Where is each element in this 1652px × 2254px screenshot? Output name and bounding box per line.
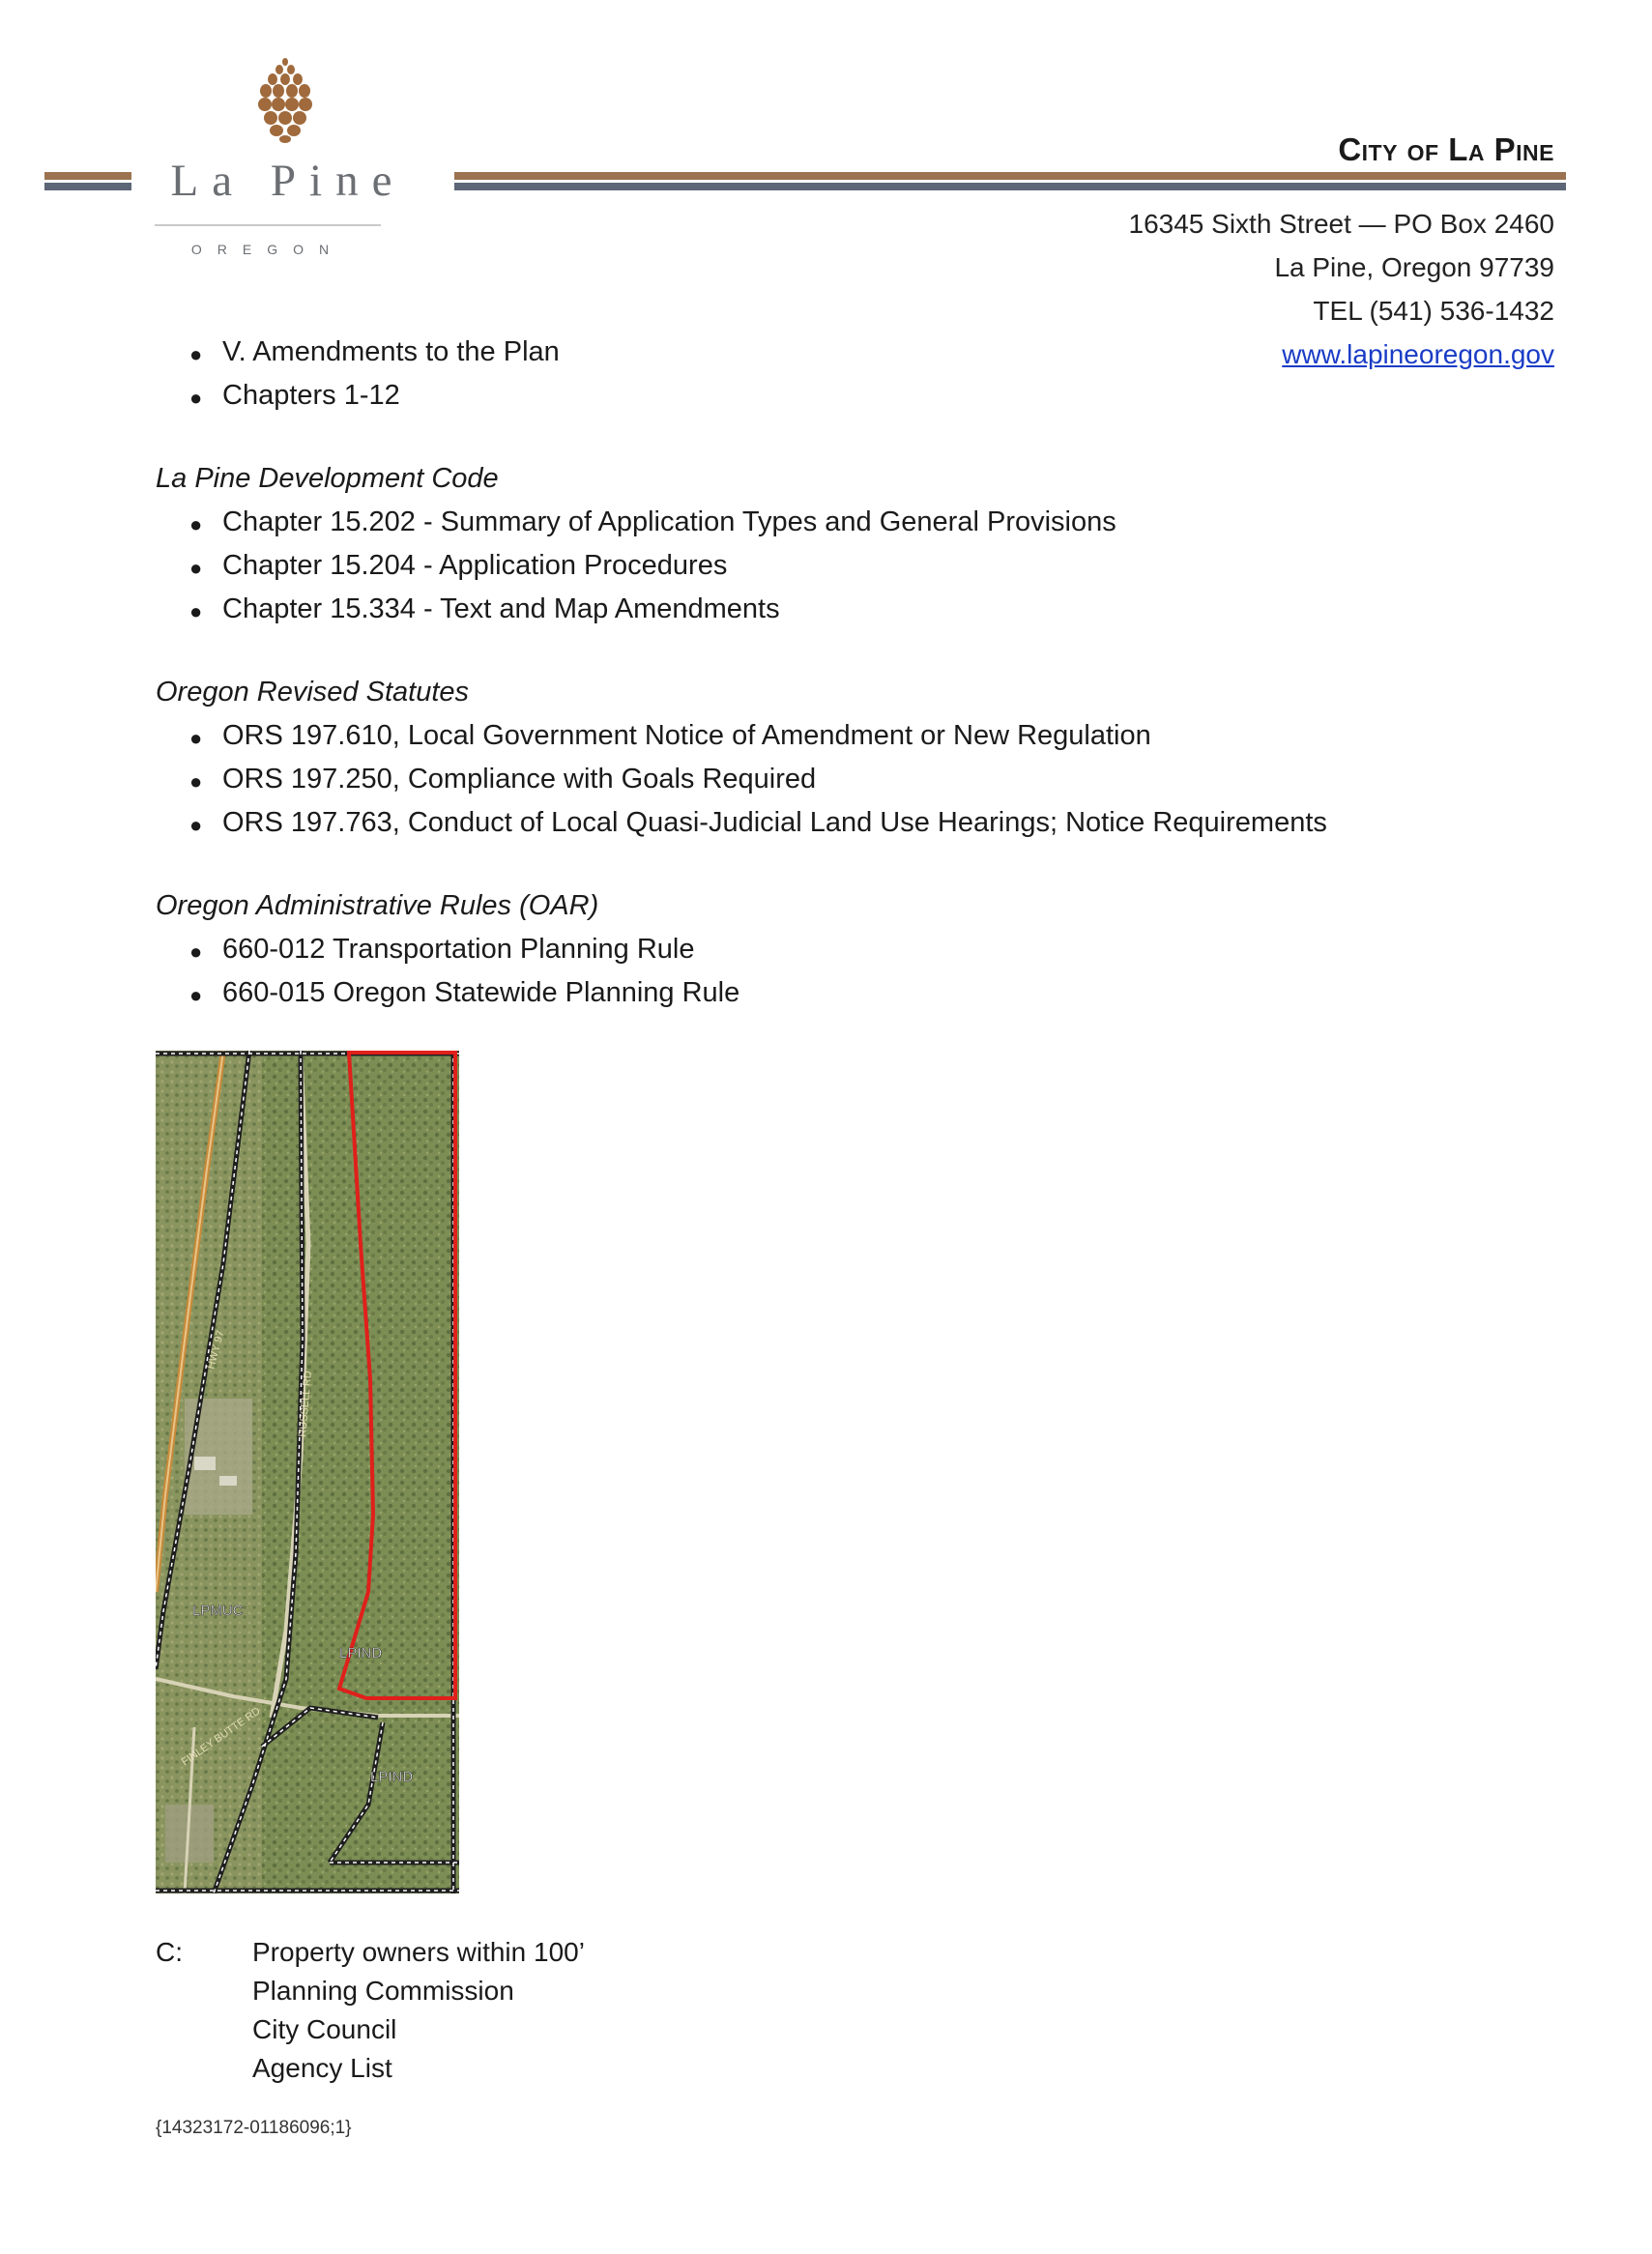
list-item: Chapter 15.204 - Application Procedures — [222, 550, 728, 581]
list-item: 660-012 Transportation Planning Rule — [222, 934, 695, 965]
logo-divider — [155, 224, 381, 226]
map-zone-label: LPIND — [370, 1769, 414, 1785]
logo-state: OREGON — [190, 242, 345, 257]
map-zone-label: LPIND — [339, 1645, 383, 1662]
website-link[interactable]: www.lapineoregon.gov — [1282, 339, 1554, 369]
bullet-icon: ● — [189, 939, 203, 964]
bullet-icon: ● — [189, 769, 203, 794]
phone-number: TEL (541) 536-1432 — [1313, 296, 1554, 326]
list-item: ORS 197.763, Conduct of Local Quasi-Judicial Land Use Hearings; Notice Requirements — [222, 807, 1327, 838]
letterhead-stripe — [454, 172, 1566, 180]
section-heading: Oregon Administrative Rules (OAR) — [156, 890, 599, 921]
pinecone-logo-icon — [253, 56, 317, 143]
bullet-icon: ● — [189, 983, 203, 1007]
document-id: {14323172-01186096;1} — [156, 2118, 352, 2138]
list-item: 660-015 Oregon Statewide Planning Rule — [222, 977, 740, 1008]
bullet-icon: ● — [189, 813, 203, 837]
list-item: Chapter 15.334 - Text and Map Amendments — [222, 593, 780, 624]
section-heading: Oregon Revised Statutes — [156, 677, 470, 708]
cc-recipient: City Council — [252, 2014, 397, 2044]
developed-area — [194, 1457, 216, 1470]
address-line-1: 16345 Sixth Street — PO Box 2460 — [1128, 209, 1554, 239]
address-line-2: La Pine, Oregon 97739 — [1274, 252, 1554, 282]
cc-label: C: — [156, 1937, 183, 1967]
list-item: ORS 197.250, Compliance with Goals Required — [222, 764, 817, 795]
list-item: Chapter 15.202 - Summary of Application Types and General Provisions — [222, 506, 1116, 537]
bullet-icon: ● — [189, 726, 203, 750]
list-item: Chapters 1-12 — [222, 380, 400, 411]
map-road-label: FINLEY BUTTE RD — [179, 1705, 263, 1769]
map-road-label: RUSSELL RD — [297, 1370, 314, 1438]
map-road-label: HWY 97 — [205, 1329, 227, 1371]
bullet-icon: ● — [189, 512, 203, 536]
map-zone-label: LPMUC — [192, 1603, 244, 1619]
letterhead-stripe — [44, 183, 131, 190]
cc-recipient: Property owners within 100’ — [252, 1937, 585, 1967]
developed-area — [219, 1476, 237, 1486]
list-item: ORS 197.610, Local Government Notice of Amendment or New Regulation — [222, 720, 1151, 751]
bullet-icon: ● — [189, 599, 203, 623]
city-name: City of La Pine — [1338, 131, 1554, 167]
bullet-icon: ● — [189, 556, 203, 580]
cc-recipient: Planning Commission — [252, 1976, 514, 2006]
cc-recipient: Agency List — [252, 2053, 392, 2083]
list-item: V. Amendments to the Plan — [222, 336, 560, 367]
zoning-map — [156, 1051, 459, 1893]
letterhead-stripe — [44, 172, 131, 180]
logo-wordmark: La Pine — [170, 156, 406, 206]
letterhead-stripe — [454, 183, 1566, 190]
bullet-icon: ● — [189, 342, 203, 366]
bullet-icon: ● — [189, 386, 203, 410]
section-heading: La Pine Development Code — [156, 463, 499, 494]
